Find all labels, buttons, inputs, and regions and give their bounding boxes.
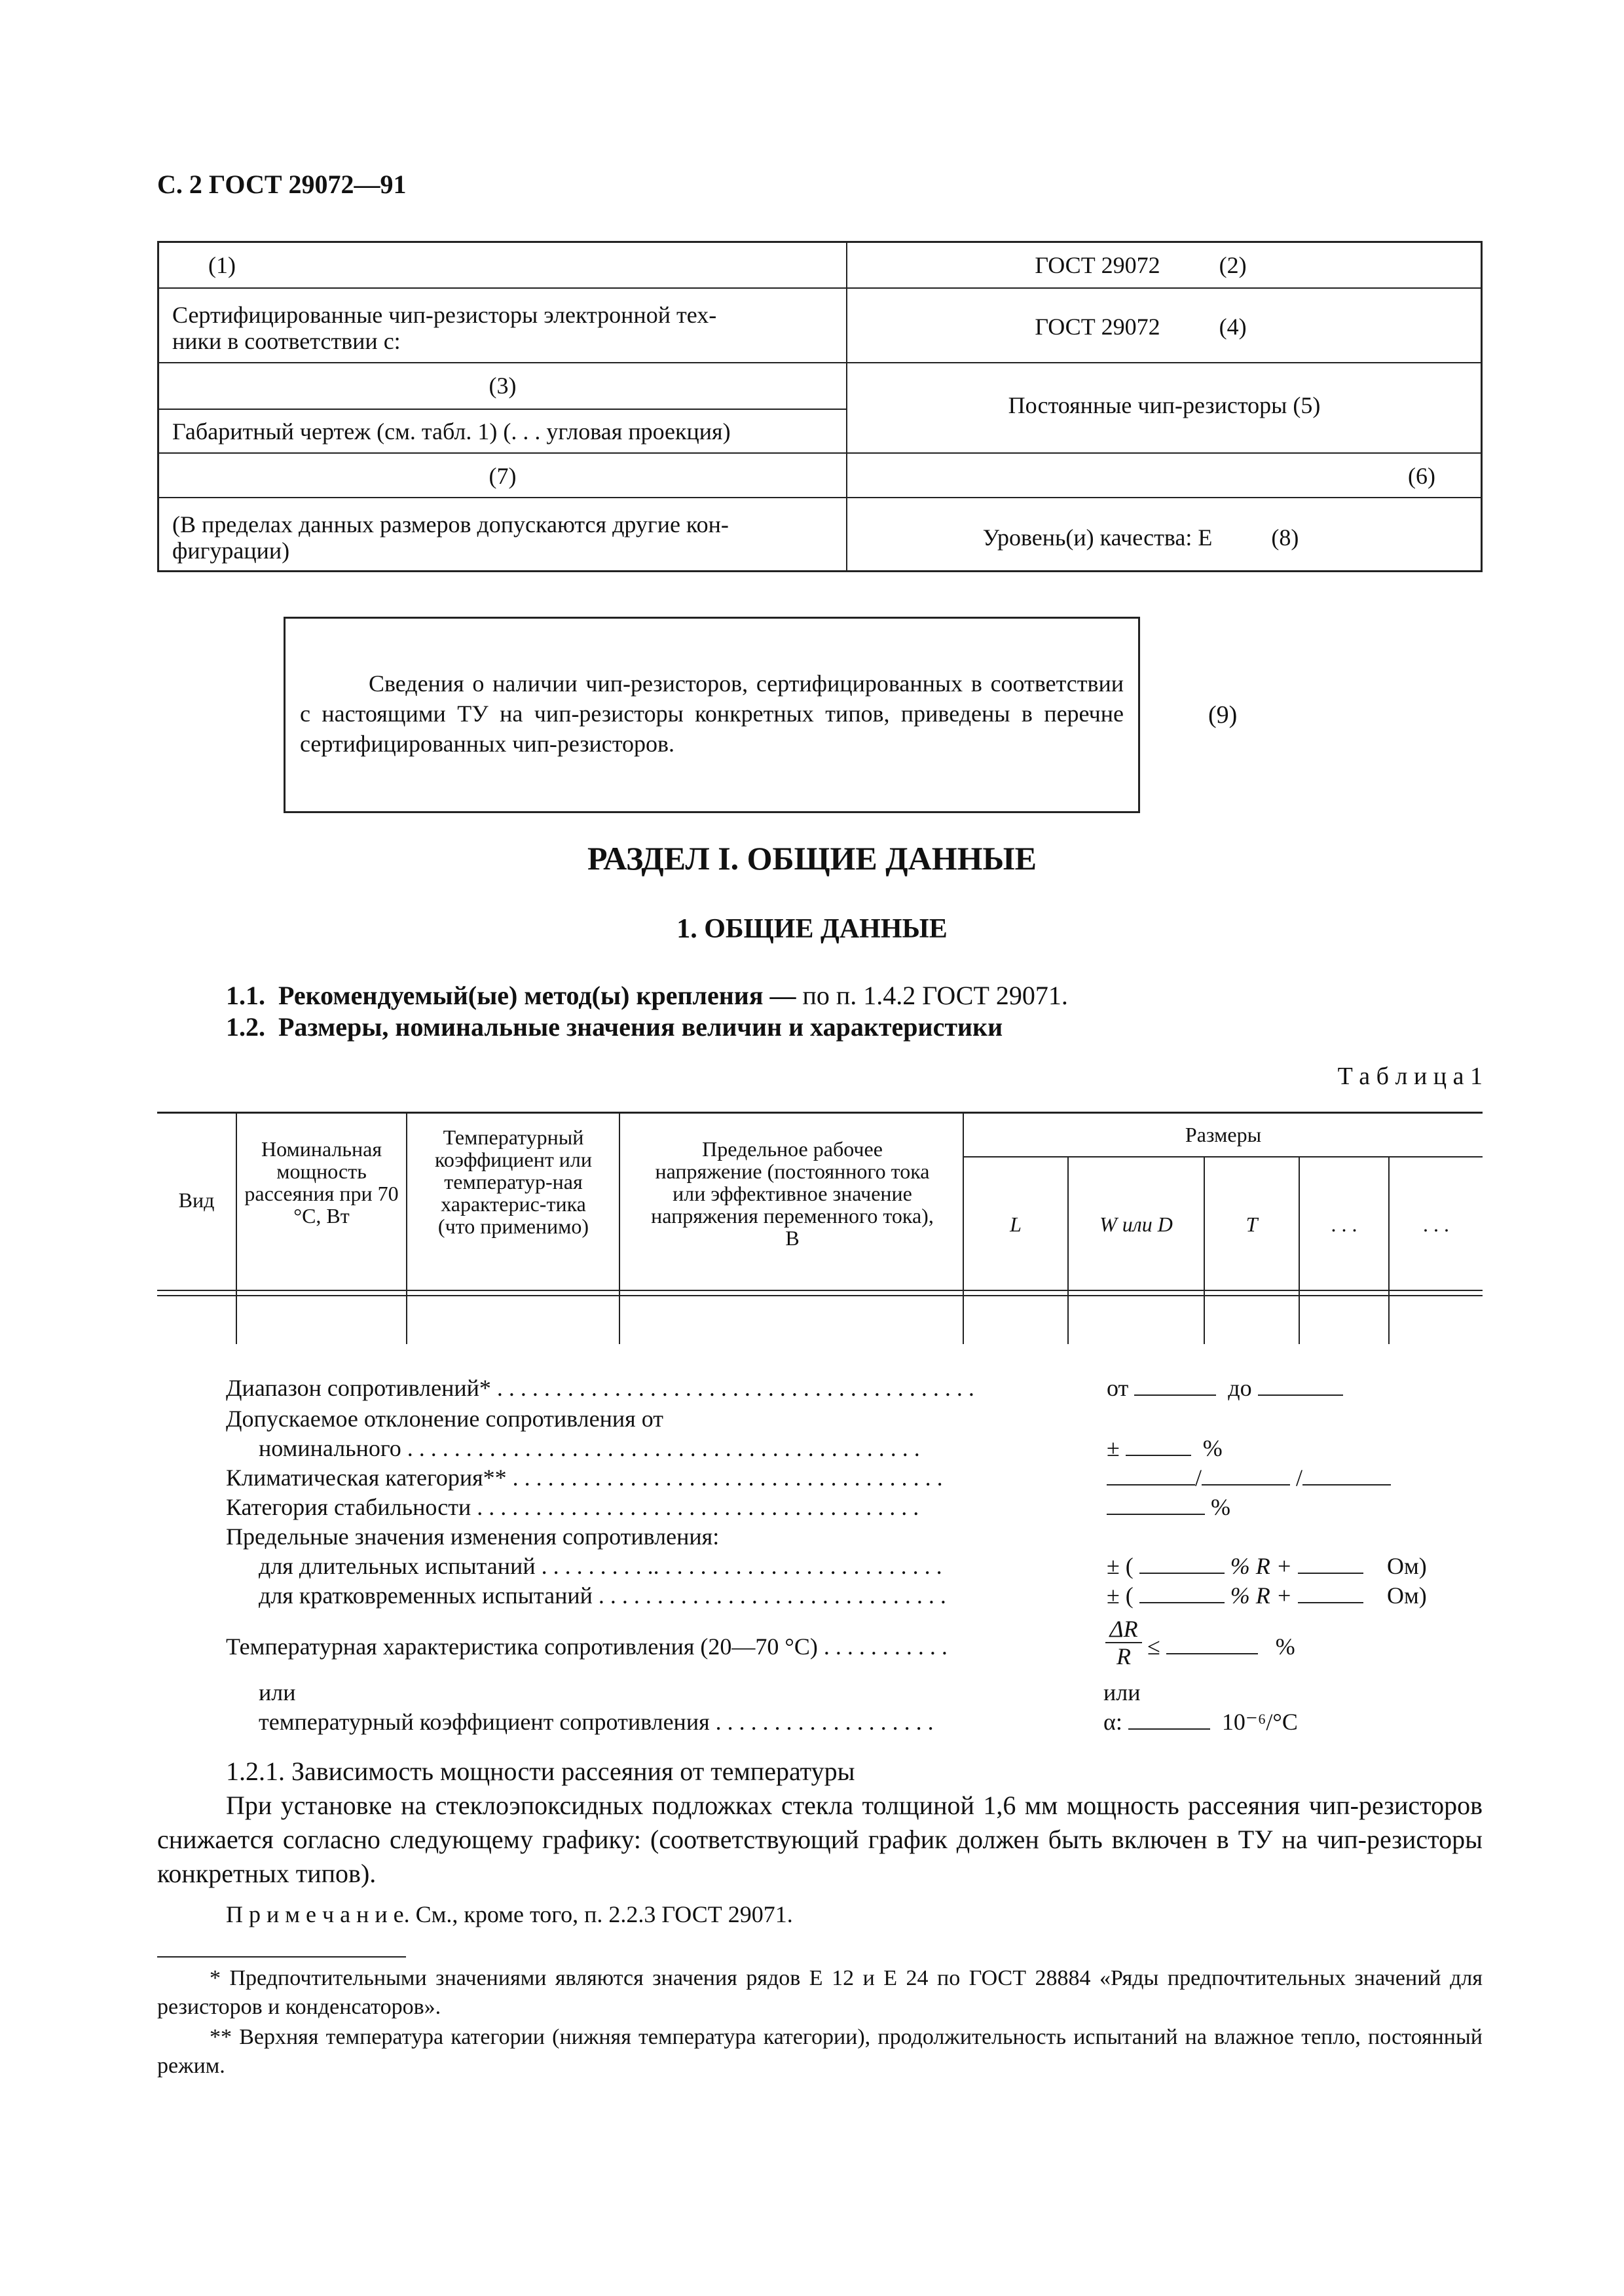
col-power: Номинальная мощность рассеяния при 70 °С, Вт	[244, 1137, 399, 1228]
form-cell-2: ГОСТ 29072 (2)	[1035, 252, 1247, 278]
item-1-1-num: 1.1.	[226, 981, 265, 1010]
note	[226, 1901, 793, 1928]
footnote-divider	[157, 1956, 406, 1958]
form-cell-config-1: (В пределах данных размеров допускаются другие кон-	[172, 511, 729, 538]
chapter-title: 1. ОБЩИЕ ДАННЫЕ	[676, 914, 948, 944]
param-stability-value: %	[1107, 1493, 1230, 1522]
param-long-values: ± ( % R + Ом)	[1107, 1553, 1427, 1579]
col-L: L	[1010, 1212, 1022, 1236]
form-cell-certified-1: Сертифицированные чип-резисторы электронной тех-	[172, 302, 717, 328]
form-cell-certified-2: ники в соответствии с:	[172, 328, 401, 354]
form-cell-6: (6)	[1408, 463, 1435, 489]
param-tolerance-value: ± %	[1107, 1435, 1223, 1461]
table-1-caption: Т а б л и ц а 1	[1337, 1063, 1483, 1090]
form-cell-8: Уровень(и) качества: Е (8)	[982, 524, 1299, 551]
param-climate: Климатическая категория** . . . . . . . . . . . . . . . . . . . . . . . . . . . . . . . . . . . . .	[226, 1465, 943, 1491]
param-tcr-value: ≤ %	[1147, 1633, 1295, 1660]
param-climate-values: / /	[1107, 1463, 1391, 1492]
item-1-1-ref: по п. 1.4.2 ГОСТ 29071.	[796, 981, 1068, 1010]
item-1-2	[226, 1011, 1003, 1042]
footnote-2: ** Верхняя температура категории (нижняя температура категории), продолжительность испытаний на влажное тепло, постоянный режим.	[157, 2025, 1483, 2078]
item-1-2-title: Размеры, номинальные значения величин и характеристики	[278, 1012, 1003, 1042]
param-or-right: или	[1103, 1679, 1141, 1705]
param-tolerance-2: номинального . . . . . . . . . . . . . . . . . . . . . . . . . . . . . . . . . . . . . . . . . . . .	[259, 1435, 920, 1461]
note-label: П р и м е ч а н и е.	[226, 1901, 410, 1927]
availability-info-text: Сведения о наличии чип-резисторов, сертифицированных в соответствии с настоящими ТУ на чип-резисторы конкретных типов, приведены в перечне сертифицированных чип-резисторов.	[300, 670, 1124, 757]
availability-info-box	[284, 617, 1140, 813]
col-dots-2: . . .	[1423, 1212, 1449, 1236]
form-cell-7: (7)	[489, 463, 517, 489]
section-title: РАЗДЕЛ I. ОБЩИЕ ДАННЫЕ	[587, 840, 1037, 877]
paragraph-dissipation: При установке на стеклоэпоксидных подложках стекла толщиной 1,6 мм мощность рассеяния чип-резисторов снижается согласно следующему графику: (соответствующий график должен быть включен в ТУ на чип-резисторы конкретных типов).	[157, 1791, 1483, 1888]
col-W: W или D	[1099, 1212, 1173, 1236]
item-1-2-num: 1.2.	[226, 1012, 265, 1042]
param-tc-value: α: 10⁻⁶/°С	[1103, 1709, 1298, 1735]
param-range: Диапазон сопротивлений* . . . . . . . . . . . . . . . . . . . . . . . . . . . . . . . . . . . . . . . . .	[226, 1375, 974, 1401]
param-long-tests: для длительных испытаний . . . . . . . . . .. . . . . . . . . . . . . . . . . . . . . . . . .	[259, 1553, 942, 1579]
col-temp: Температурный коэффициент или температур-ная характерис-тика (что применимо)	[434, 1125, 593, 1238]
certification-form-table	[157, 241, 1483, 572]
table-1	[157, 1112, 1483, 1344]
info-box-marker: (9)	[1208, 701, 1238, 729]
param-stability: Категория стабильности . . . . . . . . . . . . . . . . . . . . . . . . . . . . . . . . . . . . . .	[226, 1494, 919, 1520]
param-or-left: или	[259, 1679, 296, 1705]
page-header: С. 2 ГОСТ 29072—91	[157, 170, 407, 199]
param-tolerance-1: Допускаемое отклонение сопротивления от	[226, 1406, 663, 1432]
param-short-tests: для кратковременных испытаний . . . . . . . . . . . . . . . . . . . . . . . . . . . . . .	[259, 1582, 946, 1609]
col-vid: Вид	[178, 1188, 215, 1212]
fraction-delta-r: ΔR R	[1105, 1616, 1142, 1669]
col-sizes: Размеры	[1185, 1123, 1262, 1146]
form-cell-1: (1)	[208, 252, 236, 278]
form-cell-config-2: фигурации)	[172, 538, 290, 564]
item-1-1	[226, 980, 1068, 1011]
note-text: См., кроме того, п. 2.2.3 ГОСТ 29071.	[409, 1901, 793, 1927]
item-1-1-title: Рекомендуемый(ые) метод(ы) крепления —	[278, 981, 796, 1010]
form-cell-5: Постоянные чип-резисторы (5)	[1008, 392, 1321, 418]
param-limits: Предельные значения изменения сопротивления:	[226, 1523, 720, 1550]
param-range-values: от до	[1107, 1374, 1343, 1402]
param-short-values: ± ( % R + Ом)	[1107, 1582, 1427, 1609]
form-cell-drawing: Габаритный чертеж (см. табл. 1) (. . . угловая проекция)	[172, 418, 731, 445]
col-T: T	[1246, 1212, 1258, 1236]
param-tc: температурный коэффициент сопротивления . . . . . . . . . . . . . . . . . . .	[259, 1709, 934, 1735]
item-1-2-1: 1.2.1. Зависимость мощности рассеяния от температуры	[226, 1757, 855, 1786]
col-dots-1: . . .	[1331, 1212, 1357, 1236]
form-cell-3: (3)	[489, 373, 517, 399]
col-voltage: Предельное рабочее напряжение (постоянного тока или эффективное значение напряжения переменного тока), В	[651, 1137, 934, 1250]
form-cell-4: ГОСТ 29072 (4)	[1035, 314, 1247, 340]
param-tcr: Температурная характеристика сопротивления (20—70 °С) . . . . . . . . . . .	[226, 1633, 948, 1660]
footnote-1: * Предпочтительными значениями являются значения рядов Е 12 и Е 24 по ГОСТ 28884 «Ряды предпочтительных значений для резисторов и конденсаторов».	[157, 1966, 1483, 2019]
